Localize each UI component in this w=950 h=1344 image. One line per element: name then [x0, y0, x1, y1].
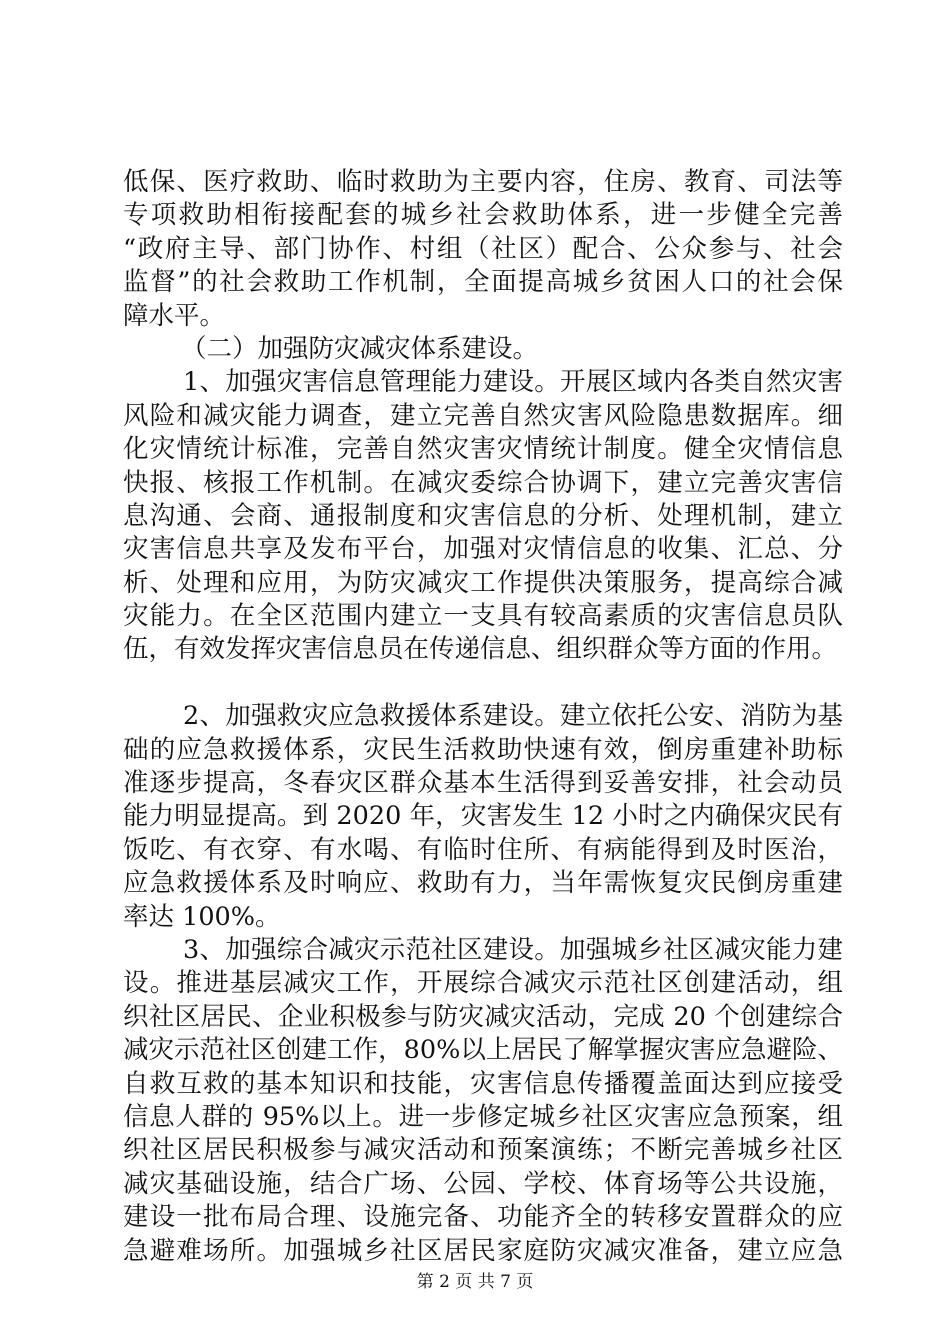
paragraph-start-line: 2、加强救灾应急救援体系建设。建立依托公安、消防为基: [183, 701, 843, 732]
text-line: 建设一批布局合理、设施完备、功能齐全的转移安置群众的应: [123, 1202, 843, 1233]
text-line: 化灾情统计标准，完善自然灾害灾情统计制度。健全灾情信息: [123, 434, 843, 465]
text-line: 减灾基础设施，结合广场、公园、学校、体育场等公共设施，: [123, 1168, 843, 1199]
paragraph-start-line: 1、加强灾害信息管理能力建设。开展区域内各类自然灾害: [183, 367, 843, 398]
text-line: 灾害信息共享及发布平台，加强对灾情信息的收集、汇总、分: [123, 534, 843, 565]
text-line: 灾能力。在全区范围内建立一支具有较高素质的灾害信息员队: [123, 601, 843, 632]
text-line: 率达 100%。: [123, 901, 281, 932]
page-number-footer: 第 2 页 共 7 页: [416, 1272, 534, 1292]
text-line: 伍，有效发挥灾害信息员在传递信息、组织群众等方面的作用。: [123, 634, 838, 665]
text-line: 自救互救的基本知识和技能，灾害信息传播覆盖面达到应接受: [123, 1068, 843, 1099]
paragraph-start-line: 3、加强综合减灾示范社区建设。加强城乡社区减灾能力建: [183, 934, 843, 965]
text-line: 障水平。: [123, 300, 226, 331]
text-line: 低保、医疗救助、临时救助为主要内容，住房、教育、司法等: [123, 167, 843, 197]
text-line: 饭吃、有衣穿、有水喝、有临时住所、有病能得到及时医治，: [123, 834, 843, 865]
text-line: 信息人群的 95%以上。进一步修定城乡社区灾害应急预案，组: [123, 1101, 843, 1132]
text-line: “政府主导、部门协作、村组（社区）配合、公众参与、社会: [123, 233, 843, 264]
text-line: 风险和减灾能力调查，建立完善自然灾害风险隐患数据库。细: [123, 400, 843, 431]
text-line: 织社区居民、企业积极参与防灾减灾活动，完成 20 个创建综合: [123, 1001, 843, 1032]
text-line: 专项救助相衔接配套的城乡社会救助体系，进一步健全完善: [123, 200, 843, 231]
text-line: 应急救援体系及时响应、救助有力，当年需恢复灾民倒房重建: [123, 868, 843, 899]
text-line: 息沟通、会商、通报制度和灾害信息的分析、处理机制，建立: [123, 500, 843, 531]
text-line: 快报、核报工作机制。在减灾委综合协调下，建立完善灾害信: [123, 467, 843, 498]
text-line: 准逐步提高，冬春灾区群众基本生活得到妥善安排，社会动员: [123, 768, 843, 799]
text-line: 急避难场所。加强城乡社区居民家庭防灾减灾准备，建立应急: [123, 1235, 843, 1266]
text-line: 织社区居民积极参与减灾活动和预案演练；不断完善城乡社区: [123, 1135, 843, 1166]
paragraph-spacer: [123, 667, 843, 700]
text-line: 能力明显提高。到 2020 年，灾害发生 12 小时之内确保灾民有: [123, 801, 843, 832]
section-heading: （二）加强防灾减灾体系建设。: [181, 333, 539, 364]
document-body: [123, 166, 843, 1268]
text-line: 减灾示范社区创建工作，80%以上居民了解掌握灾害应急避险、: [123, 1035, 843, 1066]
text-line: 设。推进基层减灾工作，开展综合减灾示范社区创建活动，组: [123, 968, 843, 999]
text-line: 础的应急救援体系，灾民生活救助快速有效，倒房重建补助标: [123, 734, 843, 765]
text-line: 析、处理和应用，为防灾减灾工作提供决策服务，提高综合减: [123, 567, 843, 598]
text-line: 监督”的社会救助工作机制，全面提高城乡贫困人口的社会保: [123, 267, 843, 298]
